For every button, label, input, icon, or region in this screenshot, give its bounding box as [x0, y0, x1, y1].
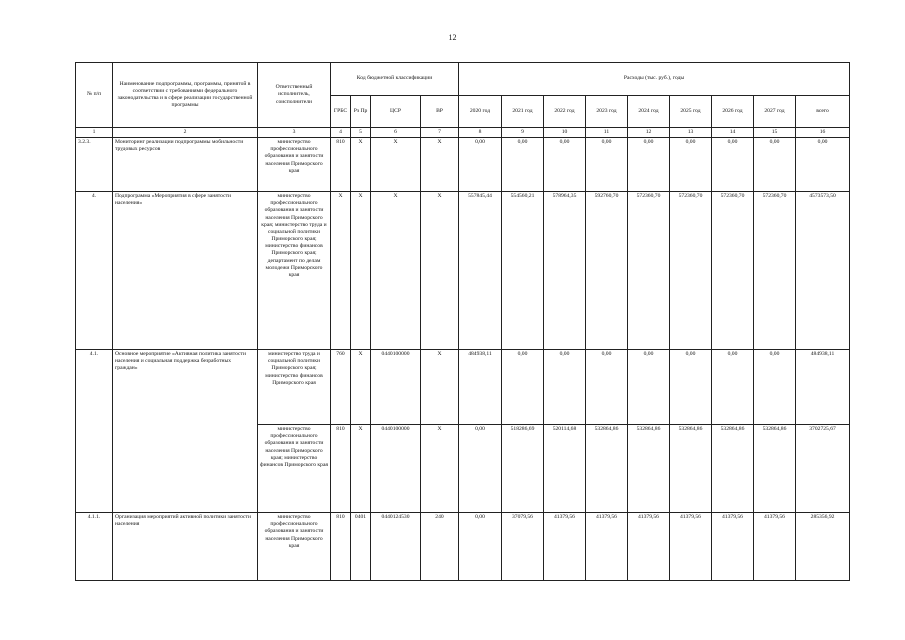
row-value-2024: 0,00	[628, 138, 670, 192]
row-value-2024: 41379,56	[628, 513, 670, 581]
header-year-2020: 2020 год	[459, 96, 502, 128]
row-name: Основное мероприятие «Активная политика занятости населения и социальная поддержка безработных граждан»	[113, 350, 258, 513]
row-rzpr: Х	[351, 138, 371, 192]
row-value-2021: 37079,56	[502, 513, 544, 581]
row-value-2023: 0,00	[586, 138, 628, 192]
row-value-2025: 41379,56	[670, 513, 712, 581]
row-rzpr: Х	[351, 425, 371, 513]
row-value-2025: 572360,70	[670, 192, 712, 350]
row-name: Организация мероприятий активной политики занятости населения	[113, 513, 258, 581]
col-number: 7	[421, 128, 459, 138]
col-number: 14	[712, 128, 754, 138]
table-row	[76, 192, 850, 350]
row-rzpr: Х	[351, 350, 371, 425]
row-value-total: 3702725,67	[796, 425, 850, 513]
row-value-2027: 532864,86	[754, 425, 796, 513]
row-responsible: министерство профессионального образования и занятости населения Приморского края; министерство труда и социальной политики Приморского края; министерство финансов Приморского края; департамент по делам молодежи Приморского края	[258, 192, 331, 350]
table-row	[76, 350, 850, 425]
header-name: Наименование подпрограммы, программы, принятой в соответствии с требованиями федерального законодательства и в сфере реализации государственной программы	[113, 63, 258, 128]
row-value-2021: 554560,21	[502, 192, 544, 350]
header-year-2021: 2021 год	[502, 96, 544, 128]
row-value-total: 4573573,50	[796, 192, 850, 350]
row-value-2024: 572360,70	[628, 192, 670, 350]
row-number: 4.	[76, 192, 113, 350]
row-responsible: министерство профессионального образования и занятости населения Приморского края	[258, 138, 331, 192]
header-year-2027: 2027 год	[754, 96, 796, 128]
col-number: 8	[459, 128, 502, 138]
row-vr: Х	[421, 425, 459, 513]
row-number: 3.2.3.	[76, 138, 113, 192]
page-number: 12	[448, 33, 457, 42]
row-value-2027: 41379,56	[754, 513, 796, 581]
row-value-2023: 592760,70	[586, 192, 628, 350]
budget-table	[75, 62, 850, 581]
col-number: 9	[502, 128, 544, 138]
header-vr: ВР	[421, 96, 459, 128]
row-grbs: 810	[331, 425, 351, 513]
row-value-2020: 0,00	[459, 513, 502, 581]
row-value-2022: 41379,56	[544, 513, 586, 581]
header-row-1	[76, 63, 850, 96]
row-value-2025: 0,00	[670, 138, 712, 192]
row-value-2025: 0,00	[670, 350, 712, 425]
col-number: 12	[628, 128, 670, 138]
row-name: Подпрограмма «Мероприятия в сфере занятости населения»	[113, 192, 258, 350]
header-year-2024: 2024 год	[628, 96, 670, 128]
col-number: 15	[754, 128, 796, 138]
row-value-2026: 0,00	[712, 350, 754, 425]
col-number: 2	[113, 128, 258, 138]
row-csr: Х	[371, 138, 421, 192]
row-grbs: Х	[331, 192, 351, 350]
header-year-2022: 2022 год	[544, 96, 586, 128]
row-grbs: 810	[331, 513, 351, 581]
row-value-2021: 0,00	[502, 350, 544, 425]
row-vr: 240	[421, 513, 459, 581]
row-value-2021: 518286,69	[502, 425, 544, 513]
header-year-2026: 2026 год	[712, 96, 754, 128]
col-number: 4	[331, 128, 351, 138]
row-csr: 0440124530	[371, 513, 421, 581]
row-value-2027: 0,00	[754, 138, 796, 192]
row-value-2020: 484938,11	[459, 350, 502, 425]
row-csr: 0440100000	[371, 425, 421, 513]
row-value-2022: 0,00	[544, 138, 586, 192]
row-value-2020: 0,00	[459, 425, 502, 513]
col-number: 1	[76, 128, 113, 138]
row-value-2026: 41379,56	[712, 513, 754, 581]
row-value-2023: 41379,56	[586, 513, 628, 581]
table-row	[76, 138, 850, 192]
header-csr: ЦСР	[371, 96, 421, 128]
header-rzpr: Рз Пр	[351, 96, 371, 128]
row-value-2022: 0,00	[544, 350, 586, 425]
header-no: № п/п	[76, 63, 113, 128]
table-row	[76, 513, 850, 581]
row-csr: 0440100000	[371, 350, 421, 425]
row-responsible: министерство труда и социальной политики Приморского края; министерство финансов Приморского края	[258, 350, 331, 425]
row-value-2026: 532864,86	[712, 425, 754, 513]
col-number: 6	[371, 128, 421, 138]
row-value-2023: 532864,86	[586, 425, 628, 513]
row-vr: Х	[421, 192, 459, 350]
row-name: Мониторинг реализации подпрограммы мобильности трудовых ресурсов	[113, 138, 258, 192]
row-value-2023: 0,00	[586, 350, 628, 425]
row-value-2022: 520114,68	[544, 425, 586, 513]
row-vr: Х	[421, 138, 459, 192]
header-year-2025: 2025 год	[670, 96, 712, 128]
header-budget-codes: Код бюджетной классификации	[331, 63, 459, 96]
row-vr: Х	[421, 350, 459, 425]
col-number: 16	[796, 128, 850, 138]
row-number: 4.1.	[76, 350, 113, 513]
row-value-total: 0,00	[796, 138, 850, 192]
col-number: 11	[586, 128, 628, 138]
row-value-2024: 532864,86	[628, 425, 670, 513]
row-value-2020: 557845,44	[459, 192, 502, 350]
row-value-2021: 0,00	[502, 138, 544, 192]
header-expenses: Расходы (тыс. руб.), годы	[459, 63, 850, 96]
row-value-2027: 572360,70	[754, 192, 796, 350]
row-value-2024: 0,00	[628, 350, 670, 425]
row-value-2026: 0,00	[712, 138, 754, 192]
header-total: всего	[796, 96, 850, 128]
row-rzpr: Х	[351, 192, 371, 350]
row-grbs: 810	[331, 138, 351, 192]
row-value-total: 484938,11	[796, 350, 850, 425]
column-number-row	[76, 128, 850, 138]
header-year-2023: 2023 год	[586, 96, 628, 128]
row-value-2027: 0,00	[754, 350, 796, 425]
col-number: 5	[351, 128, 371, 138]
row-responsible: министерство профессионального образования и занятости населения Приморского края; министерство финансов Приморского края	[258, 425, 331, 513]
row-grbs: 760	[331, 350, 351, 425]
row-value-2020: 0,00	[459, 138, 502, 192]
col-number: 13	[670, 128, 712, 138]
row-rzpr: 0401	[351, 513, 371, 581]
header-grbs: ГРБС	[331, 96, 351, 128]
row-number: 4.1.1.	[76, 513, 113, 581]
row-value-2025: 532864,86	[670, 425, 712, 513]
row-value-total: 285356,92	[796, 513, 850, 581]
col-number: 3	[258, 128, 331, 138]
row-value-2022: 578964,35	[544, 192, 586, 350]
row-responsible: министерство профессионального образования и занятости населения Приморского края	[258, 513, 331, 581]
col-number: 10	[544, 128, 586, 138]
row-value-2026: 572360,70	[712, 192, 754, 350]
row-csr: Х	[371, 192, 421, 350]
header-responsible: Ответственный исполнитель, соисполнители	[258, 63, 331, 128]
